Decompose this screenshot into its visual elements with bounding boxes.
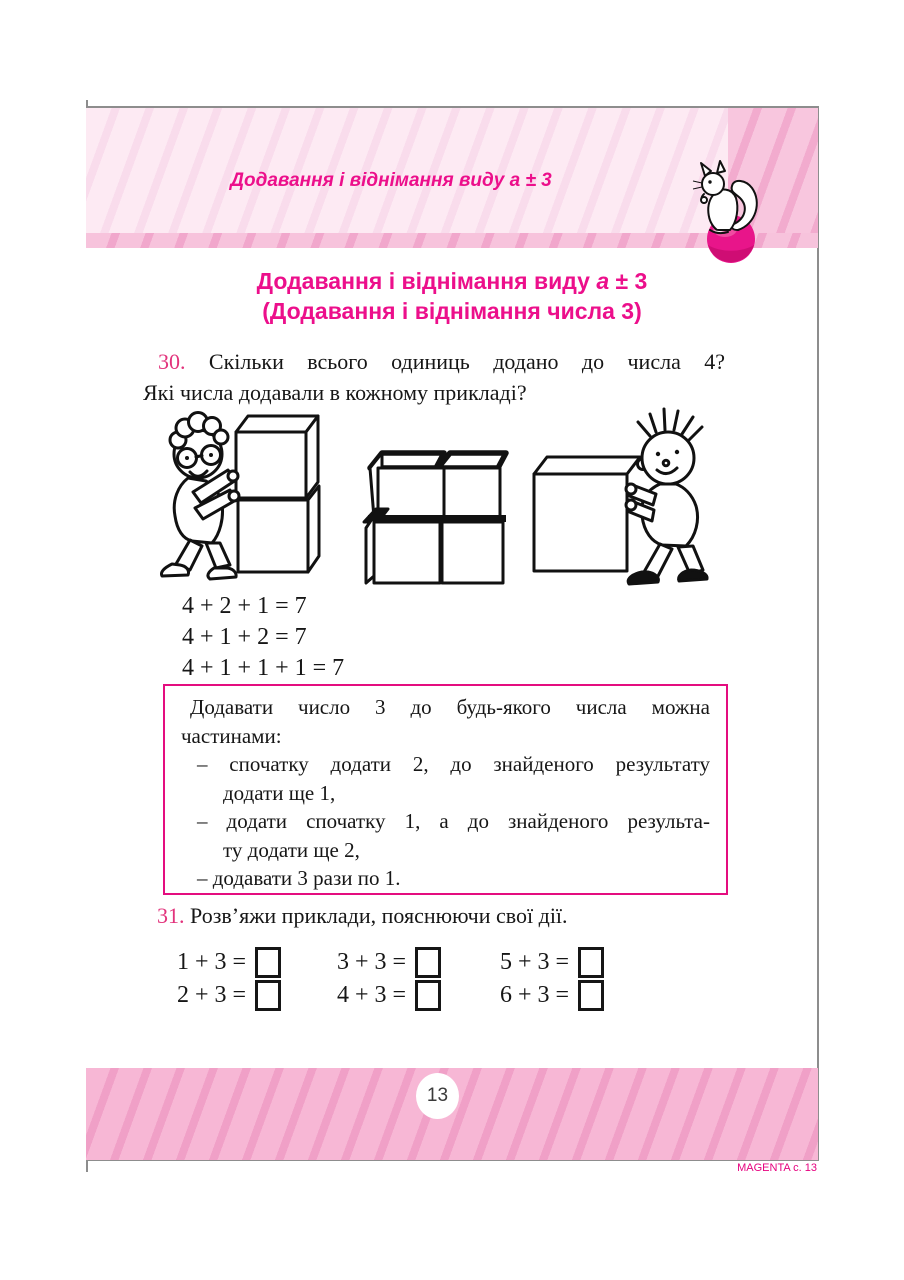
page-title-line1: Додавання і віднімання виду а ± 3 [256,268,648,294]
problem: 3 + 3 = [337,947,500,978]
answer-box [255,947,281,978]
rule-item: – спочатку додати 2, до знайденого результату [197,752,710,776]
equation: 4 + 1 + 2 = 7 [182,624,307,650]
rule-item-cont: ту додати ще 2, [223,837,360,862]
exercise-30-line2: Які числа додавали в кожному прикладі? [143,380,527,405]
squirrel-on-ball-illustration [690,150,778,265]
exercise-30-number: 30. [158,349,186,374]
exercise-31-line: 31. Розв’яжи приклади, пояснюючи свої дії. [157,903,568,928]
problem: 1 + 3 = [177,947,337,978]
rule-line: Додавати число 3 до будь-якого числа можна [190,695,710,719]
page-number-circle [416,1073,459,1119]
answer-box [578,980,604,1011]
equations-list [182,591,344,684]
kids-pushing-boxes-illustration [148,402,748,597]
rule-item: – додати спочатку 1, а до знайденого результа- [197,809,710,833]
page-title-line2: (Додавання і віднімання числа 3) [262,298,642,324]
footer-band [86,1068,818,1160]
problems-grid [177,946,650,1012]
problem: 4 + 3 = [337,980,500,1011]
running-head-title: Додавання і віднімання виду а ± 3 [230,170,552,191]
exercise-31 [143,903,725,929]
rule-box [163,684,728,895]
problem: 2 + 3 = [177,980,337,1011]
print-color-mark: MAGENTA c. 13 [737,1162,817,1174]
rule-item: – додавати 3 рази по 1. [197,866,401,890]
page-number: 13 [426,1085,449,1106]
answer-box [415,947,441,978]
rule-line: частинами: [181,723,282,748]
problem: 6 + 3 = [500,980,650,1011]
problem: 5 + 3 = [500,947,650,978]
exercise-31-number: 31. [157,903,185,928]
equation: 4 + 1 + 1 + 1 = 7 [182,655,345,681]
exercise-30-line1: 30. Скільки всього одиниць додано до числа 4? [158,349,725,374]
answer-box [415,980,441,1011]
rule-item-cont: додати ще 1, [223,780,336,805]
exercise-30 [143,346,725,408]
equation: 4 + 2 + 1 = 7 [182,593,307,619]
trim-mark-right [817,106,819,1161]
page-title [86,266,818,326]
answer-box [578,947,604,978]
answer-box [255,980,281,1011]
